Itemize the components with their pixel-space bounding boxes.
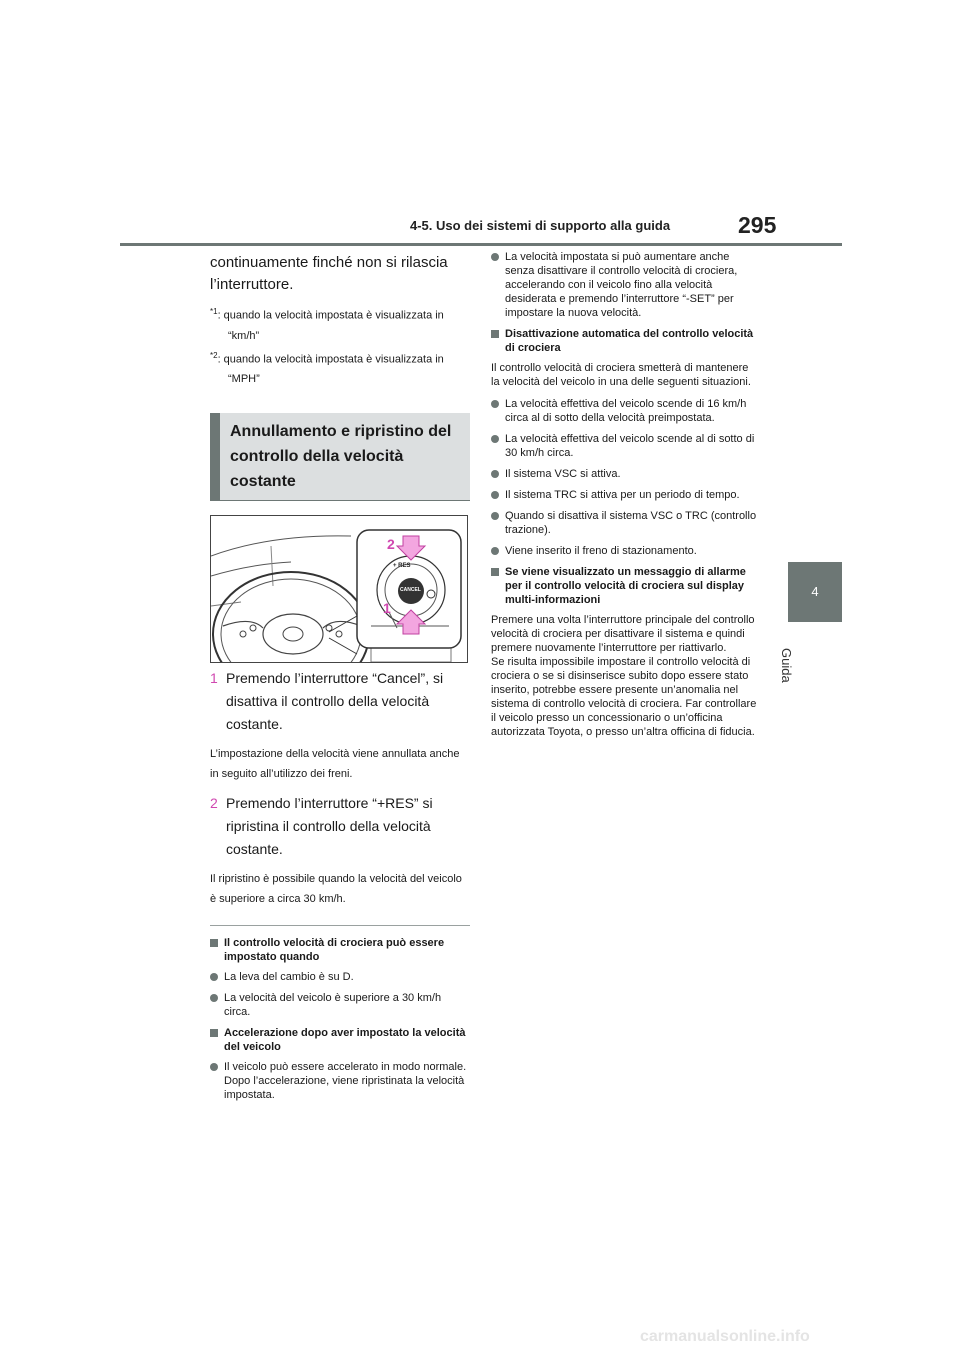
bullet-dot-icon (491, 491, 499, 499)
list-item: Il sistema TRC si attiva per un periodo di tempo. (491, 488, 759, 502)
list-item: La velocità effettiva del veicolo scende di 16 km/h circa al di sotto della velocità preimpostata. (491, 397, 759, 425)
square-marker-icon (210, 939, 218, 947)
bullet-dot-icon (491, 400, 499, 408)
section-underline (210, 500, 470, 501)
topic-paragraph: Premere una volta l’interruttore principale del controllo velocità di crociera per disattivare il sistema e quindi premere nuovamente l’interruttore per riattivarlo. (491, 614, 755, 654)
chapter-tab-label-wrap (780, 630, 850, 690)
list-item: Quando si disattiva il sistema VSC o TRC (controllo trazione). (491, 509, 759, 537)
list-item: Viene inserito il freno di stazionamento. (491, 544, 759, 558)
list-item: Il veicolo può essere accelerato in modo normale. Dopo l’accelerazione, viene ripristinata la velocità impostata. (210, 1060, 470, 1102)
callout-2: 2 (387, 536, 395, 553)
header-section-title: 4-5. Uso dei sistemi di supporto alla guida (410, 218, 671, 233)
step-number: 1 (210, 670, 218, 687)
cancel-switch-label: CANCEL (400, 587, 421, 594)
step-text: Premendo l’interruttore “Cancel”, si disattiva il controllo della velocità costante. (226, 670, 444, 733)
topic-heading: Accelerazione dopo aver impostato la velocità del veicolo (210, 1026, 470, 1054)
topic-heading: Se viene visualizzato un messaggio di allarme per il controllo velocità di crociera sul display multi-informazioni (491, 565, 759, 607)
bullet-dot-icon (491, 470, 499, 478)
lead-text: continuamente finché non si rilascia l’interruttore. (210, 254, 448, 293)
step-1 (210, 667, 470, 736)
watermark: carmanualsonline.info (640, 1328, 810, 1345)
page-number: 295 (738, 212, 777, 238)
list-item: La velocità impostata si può aumentare anche senza disattivare il controllo velocità di crociera, accelerando con il veicolo fino alla velocità desiderata e premendo l’interruttore “-SET” per impostare la nuova velocità. (491, 250, 759, 320)
step-1-note: L’impostazione della velocità viene annullata anche in seguito all’utilizzo dei freni. (210, 748, 460, 781)
step-2-note: Il ripristino è possibile quando la velocità del veicolo è superiore a circa 30 km/h. (210, 873, 462, 906)
step-text: Premendo l’interruttore “+RES” si ripristina il controllo della velocità costante. (226, 795, 433, 858)
bullet-dot-icon (210, 1063, 218, 1071)
square-marker-icon (210, 1029, 218, 1037)
bullet-dot-icon (210, 973, 218, 981)
steering-wheel-figure (210, 515, 468, 663)
step-2 (210, 792, 470, 861)
bullet-dot-icon (210, 994, 218, 1002)
topic-paragraph: Se risulta impossibile impostare il controllo velocità di crociera o se si disinserisce subito dopo essere stato inserito, potrebbe essere presente un’anomalia nel sistema di controllo velocità di crociera. Far controllare il veicolo presso un concessionario o un’officina autorizzata Toyota, o presso un’altra officina di fiducia. (491, 656, 757, 738)
res-switch-label: + RES (393, 563, 411, 570)
chapter-tab[interactable]: 4 (788, 562, 842, 622)
topic-paragraph: Il controllo velocità di crociera smetterà di mantenere la velocità del veicolo in una delle seguenti situazioni. (491, 362, 751, 388)
list-item: La velocità del veicolo è superiore a 30 km/h circa. (210, 991, 470, 1019)
header-rule (120, 243, 842, 246)
section-divider (210, 925, 470, 926)
list-item: La velocità effettiva del veicolo scende al di sotto di 30 km/h circa. (491, 432, 759, 460)
bullet-dot-icon (491, 253, 499, 261)
footnote-1: $^{*1}$: quando la velocità impostata è visualizzata in “km/h” (210, 307, 444, 342)
square-marker-icon (491, 330, 499, 338)
chapter-tab-label: Guida (779, 648, 794, 683)
steering-wheel-illustration (211, 516, 467, 662)
square-marker-icon (491, 568, 499, 576)
callout-1: 1 (383, 600, 391, 617)
list-item: La leva del cambio è su D. (210, 970, 470, 984)
right-column (491, 250, 759, 747)
bullet-dot-icon (491, 512, 499, 520)
topic-heading: Disattivazione automatica del controllo velocità di crociera (491, 327, 759, 355)
bullet-dot-icon (491, 547, 499, 555)
left-column (210, 252, 470, 1109)
footnote-2: $^{*2}$: quando la velocità impostata è visualizzata in “MPH” (210, 350, 444, 386)
section-heading: Annullamento e ripristino del controllo della velocità costante (210, 413, 470, 500)
bullet-dot-icon (491, 435, 499, 443)
topic-heading: Il controllo velocità di crociera può essere impostato quando (210, 936, 470, 964)
list-item: Il sistema VSC si attiva. (491, 467, 759, 481)
step-number: 2 (210, 795, 218, 812)
